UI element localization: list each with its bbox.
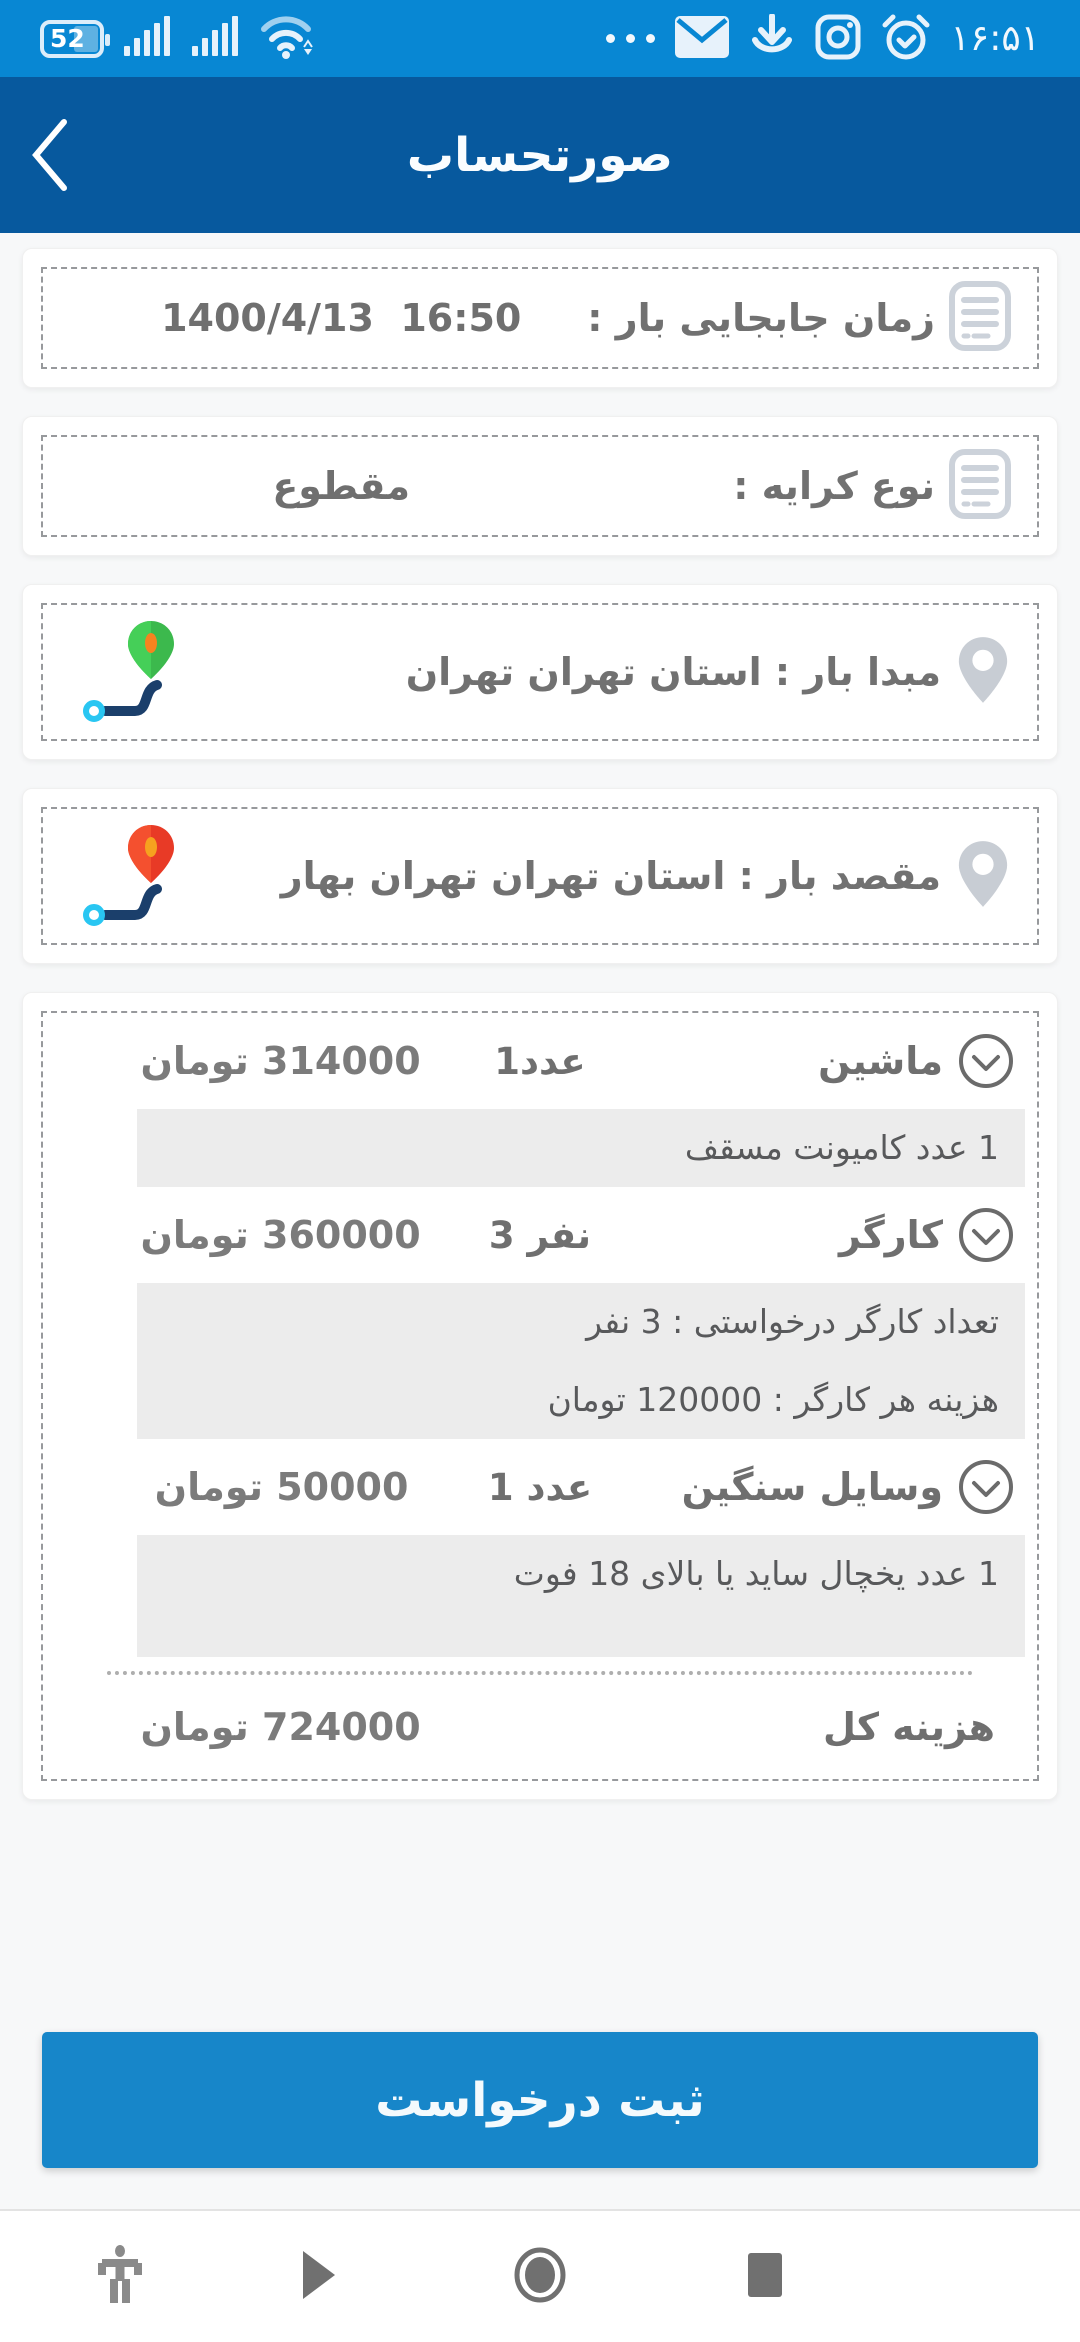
item-details — [137, 1283, 1025, 1439]
item-title: وسایل سنگین — [681, 1465, 943, 1509]
recents-square-icon — [748, 2253, 782, 2300]
item-price: 360000 تومان — [140, 1213, 421, 1257]
chevron-down-icon[interactable] — [957, 1458, 1015, 1516]
page-title: صورتحساب — [406, 127, 674, 183]
move-time-label: زمان جابجایی بار : — [587, 296, 935, 340]
route-origin-icon — [77, 619, 187, 731]
item-detail-line: تعداد کارگر درخواستی : 3 نفر — [586, 1302, 999, 1341]
origin-label: مبدا بار : استان تهران تهران — [405, 650, 941, 694]
chevron-down-icon[interactable] — [957, 1206, 1015, 1264]
signal-icon — [124, 16, 172, 62]
destination-label: مقصد بار : استان تهران تهران بهار — [280, 854, 941, 898]
item-qty: 1عدد — [494, 1039, 586, 1083]
note-icon — [949, 449, 1011, 523]
accessibility-button[interactable] — [60, 2211, 180, 2342]
back-triangle-icon — [303, 2251, 337, 2302]
item-detail-line: هزینه هر کارگر : 120000 تومان — [547, 1380, 999, 1419]
item-title: کارگر — [839, 1213, 943, 1257]
content — [0, 233, 1080, 1828]
instagram-icon — [815, 14, 861, 64]
status-bar — [0, 0, 1080, 77]
mail-icon — [675, 16, 729, 62]
download-icon — [749, 14, 795, 64]
item-details — [137, 1109, 1025, 1187]
invoice-card — [22, 992, 1058, 1800]
app-header — [0, 77, 1080, 233]
item-qty: 1 عدد — [487, 1465, 593, 1509]
item-price: 50000 تومان — [154, 1465, 409, 1509]
card-destination[interactable] — [22, 788, 1058, 964]
back-button[interactable] — [14, 111, 84, 201]
invoice-row-heavy[interactable] — [43, 1439, 1037, 1535]
invoice-row-machine[interactable] — [43, 1013, 1037, 1109]
signal-icon-2 — [192, 16, 240, 62]
item-detail-line: 1 عدد کامیونت مسقف — [684, 1128, 999, 1167]
item-price: 314000 تومان — [140, 1039, 421, 1083]
route-destination-icon — [77, 823, 187, 935]
total-value: 724000 تومان — [140, 1705, 421, 1749]
item-detail-line: 1 عدد یخچال ساید یا بالای 18 فوت — [513, 1554, 999, 1593]
accessibility-person-icon — [97, 2245, 143, 2308]
fare-type-value: مقطوع — [272, 464, 411, 508]
battery-icon — [40, 20, 104, 58]
item-title: ماشین — [818, 1039, 943, 1083]
alarm-icon — [881, 13, 931, 65]
pin-icon — [955, 839, 1011, 913]
clock-time: ۱۶:۵۱ — [950, 18, 1040, 59]
home-circle-icon — [514, 2247, 566, 2306]
fare-type-label: نوع کرایه : — [733, 464, 935, 508]
item-qty: 3 نفر — [488, 1213, 592, 1257]
overflow-dots-icon — [606, 34, 655, 43]
item-details — [137, 1535, 1025, 1657]
move-time-value: 1400/4/13 16:50 — [161, 296, 522, 340]
system-nav-bar — [0, 2209, 1080, 2342]
nav-back-button[interactable] — [260, 2211, 380, 2342]
nav-home-button[interactable] — [480, 2211, 600, 2342]
note-icon — [949, 281, 1011, 355]
card-move-time[interactable] — [22, 248, 1058, 388]
wifi-icon — [260, 13, 316, 65]
back-chevron-icon — [28, 116, 70, 197]
battery-percent: 52 — [50, 24, 85, 53]
submit-request-button[interactable]: ثبت درخواست — [42, 2032, 1038, 2168]
card-origin[interactable] — [22, 584, 1058, 760]
invoice-row-worker[interactable] — [43, 1187, 1037, 1283]
chevron-down-icon[interactable] — [957, 1032, 1015, 1090]
invoice-total-row — [43, 1675, 1037, 1779]
nav-recents-button[interactable] — [705, 2211, 825, 2342]
card-fare-type[interactable] — [22, 416, 1058, 556]
total-label: هزینه کل — [822, 1705, 995, 1749]
pin-icon — [955, 635, 1011, 709]
